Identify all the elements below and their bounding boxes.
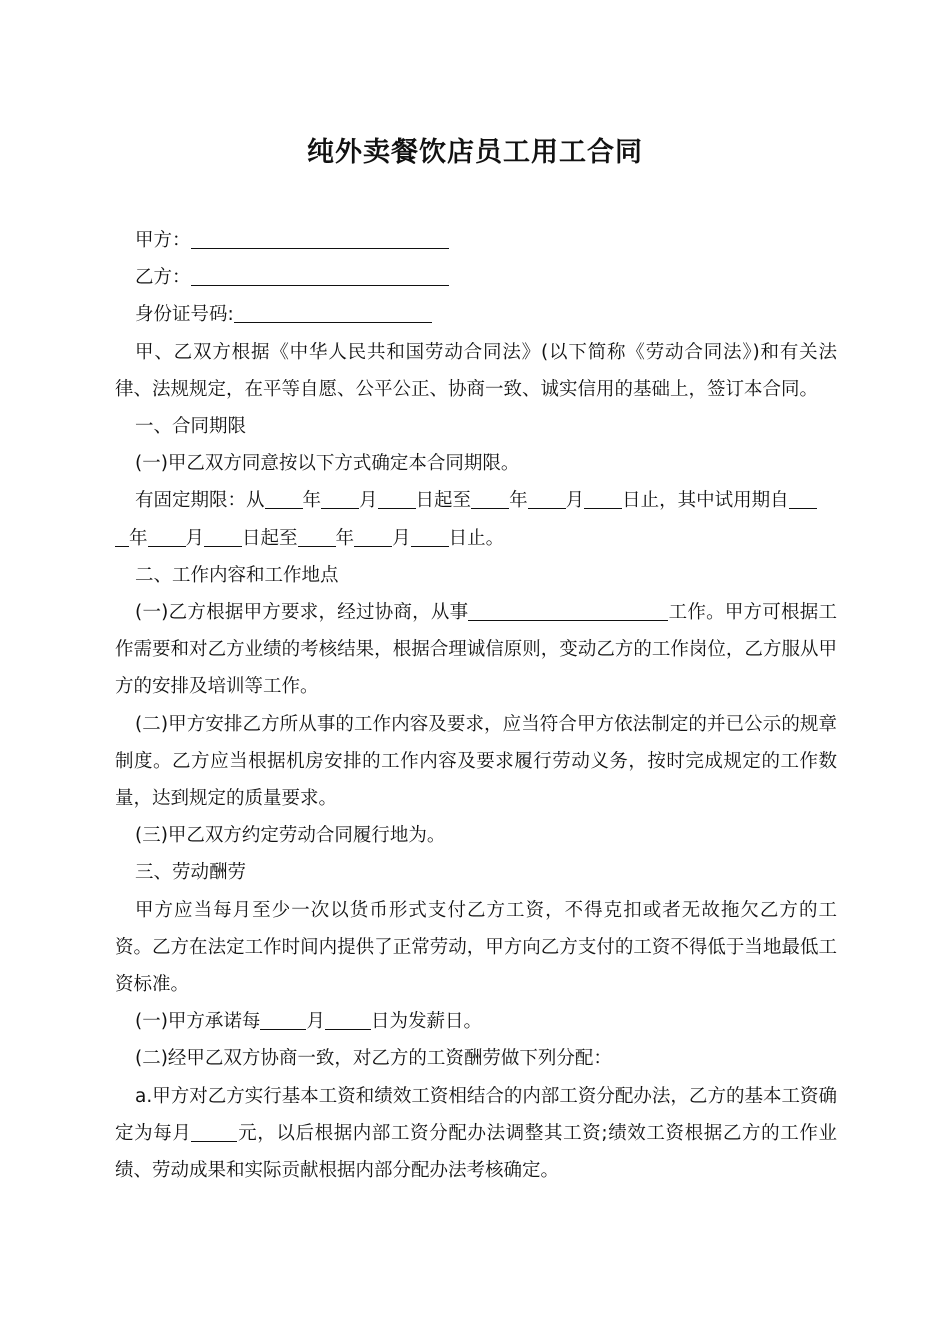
section2-item3: (三)甲乙双方约定劳动合同履行地为。 [135, 825, 446, 847]
preamble-paragraph: 甲、乙双方根据《中华人民共和国劳动合同法》(以下简称《劳动合同法》)和有关法律、法规规定，在平等自愿、公平公正、协商一致、诚实信用的基础上，签订本合同。 [115, 341, 837, 400]
section3-item-a: a.甲方对乙方实行基本工资和绩效工资相结合的内部工资分配办法，乙方的基本工资确定为每月 元，以后根据内部工资分配办法调整其工资;绩效工资根据乙方的工作业绩、劳动成果和实际贡献根据内部分配办法考核确定。 [115, 1085, 837, 1182]
section3-heading: 三、劳动酬劳 [135, 862, 247, 884]
section2-heading: 二、工作内容和工作地点 [135, 564, 339, 586]
probation-end-year-blank [298, 524, 336, 547]
party-a-label: 甲方： [135, 230, 191, 251]
base-salary-blank [191, 1119, 237, 1142]
section3-intro: 甲方应当每月至少一次以货币形式支付乙方工资，不得克扣或者无故拖欠乙方的工资。乙方在法定工作时间内提供了正常劳动，甲方向乙方支付的工资不得低于当地最低工资标准。 [115, 899, 837, 996]
end-year-blank [471, 486, 509, 509]
section2-item2: (二)甲方安排乙方所从事的工作内容及要求，应当符合甲方依法制定的并已公示的规章制度。乙方应当根据机房安排的工作内容及要求履行劳动义务，按时完成规定的工作数量，达到规定的质量要求。 [115, 713, 837, 810]
start-day-blank [378, 486, 416, 509]
section1-item1: (一)甲乙双方同意按以下方式确定本合同期限。 [135, 453, 520, 475]
section3-item2: (二)经甲乙双方协商一致，对乙方的工资酬劳做下列分配： [135, 1048, 612, 1070]
fixed-term-line1: 有固定期限：从 年 月 日起至 年 月 日止，其中试用期自 [115, 482, 837, 519]
end-month-blank [528, 486, 566, 509]
section3-item1: (一)甲方承诺每 月 日为发薪日。 [115, 1003, 837, 1040]
document-body [115, 222, 837, 1189]
document-title: 纯外卖餐饮店员工用工合同 [307, 137, 643, 168]
probation-year-blank-part2 [115, 524, 129, 547]
start-month-blank [321, 486, 359, 509]
fixed-term-line2: 年 月 日起至 年 月 日止。 [115, 520, 837, 557]
probation-day-blank [204, 524, 242, 547]
probation-end-month-blank [354, 524, 392, 547]
payday-day-blank [325, 1007, 371, 1030]
id-number-blank [234, 300, 432, 323]
probation-year-blank-part1 [789, 486, 817, 509]
section1-heading: 一、合同期限 [135, 416, 247, 438]
job-title-blank [468, 598, 668, 621]
party-b-line [115, 259, 837, 296]
section2-item1: (一)乙方根据甲方要求，经过协商，从事 工作。甲方可根据工作需要和对乙方业绩的考核结果，根据合理诚信原则，变动乙方的工作岗位，乙方服从甲方的安排及培训等工作。 [115, 594, 837, 706]
party-a-blank [191, 226, 449, 249]
probation-month-blank [148, 524, 186, 547]
probation-end-day-blank [411, 524, 449, 547]
party-b-label: 乙方： [135, 267, 191, 289]
id-number-line [115, 296, 837, 333]
party-a-line [115, 222, 837, 259]
payday-month-blank [260, 1007, 306, 1030]
id-number-label: 身份证号码: [135, 304, 234, 326]
party-b-blank [191, 263, 449, 286]
start-year-blank [265, 486, 303, 509]
end-day-blank [584, 486, 622, 509]
